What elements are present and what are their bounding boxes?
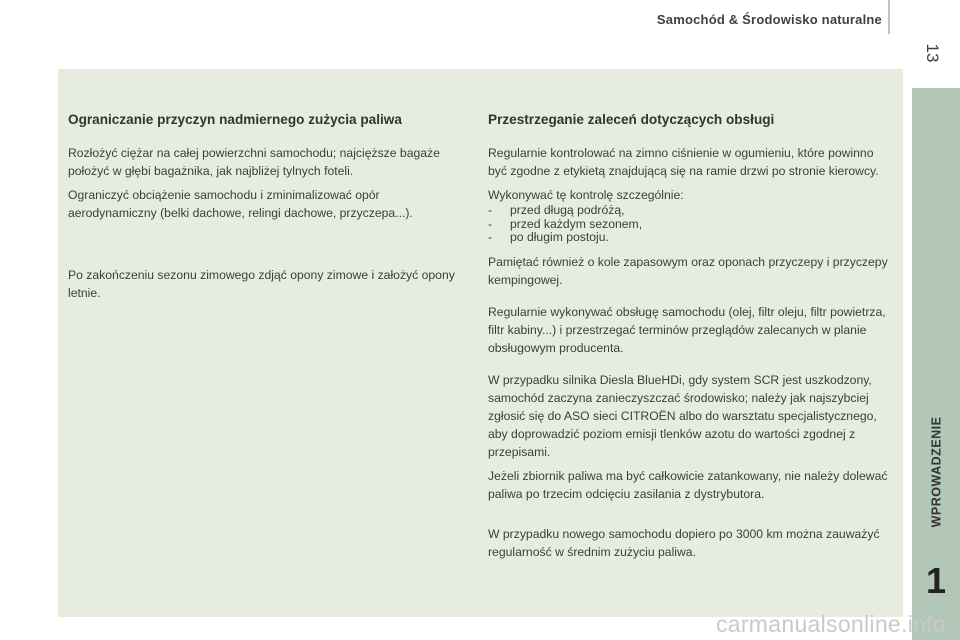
list-item: - przed długą podróżą, [488,204,888,218]
header-divider [888,0,890,34]
list-item: - przed każdym sezonem, [488,218,888,232]
right-heading: Przestrzeganie zaleceń dotyczących obsługi [488,112,775,127]
chapter-tab-label: WPROWADZENIE [929,416,944,528]
right-paragraph-new-car: W przypadku nowego samochodu dopiero po 3000 km można zauważyć regularność w średnim zużyciu paliwa. [488,526,880,559]
right-paragraph-bluehdi: W przypadku silnika Diesla BlueHDi, gdy system SCR jest uszkodzony, samochód zaczyna zanieczyszczać środowisko; należy jak najszybciej zgłosić się do ASO sieci CITROËN albo do warsztatu specjalistycznego, aby doprowadzić poziom emisji tlenków azotu do wartości zgodnej z przepisami. [488,372,877,459]
left-paragraph-1: Rozłożyć ciężar na całej powierzchni samochodu; najcięższe bagaże położyć w głębi bagażnika, jak najbliżej tylnych foteli. [68,146,440,178]
watermark: carmanualsonline.info [715,611,946,637]
right-paragraph-refuel: Jeżeli zbiornik paliwa ma być całkowicie zatankowany, nie należy dolewać paliwa po trzecim odcięciu zasilania z dystrybutora. [488,468,888,501]
list-item: - po długim postoju. [488,231,888,245]
left-heading: Ograniczanie przyczyn nadmiernego zużycia paliwa [68,112,402,127]
page-number: 13 [923,43,942,63]
left-paragraph-3: Po zakończeniu sezonu zimowego zdjąć opony zimowe i założyć opony letnie. [68,268,455,300]
check-occasions-list [488,204,888,245]
right-paragraph-check-when: Wykonywać tę kontrolę szczególnie: [488,188,684,202]
right-column [488,110,888,567]
left-paragraph-2: Ograniczyć obciążenie samochodu i zminimalizować opór aerodynamiczny (belki dachowe, relingi dachowe, przyczepa...). [68,188,413,220]
right-paragraph-spare-wheel: Pamiętać również o kole zapasowym oraz oponach przyczepy i przyczepy kempingowej. [488,254,888,287]
section-header-title: Samochód & Środowisko naturalne [656,12,882,27]
chapter-number: 1 [925,560,947,601]
right-paragraph-tire-pressure: Regularnie kontrolować na zimno ciśnienie w ogumieniu, które powinno być zgodne z etykietą znajdującą się na ramie drzwi po stronie kierowcy. [488,146,879,178]
left-column [68,110,468,308]
chapter-tab-label-wrap [912,352,960,592]
right-paragraph-servicing: Regularnie wykonywać obsługę samochodu (olej, filtr oleju, filtr powietrza, filtr kabiny...) i przestrzegać terminów przeglądów zalecanych w planie obsługowym producenta. [488,304,886,355]
